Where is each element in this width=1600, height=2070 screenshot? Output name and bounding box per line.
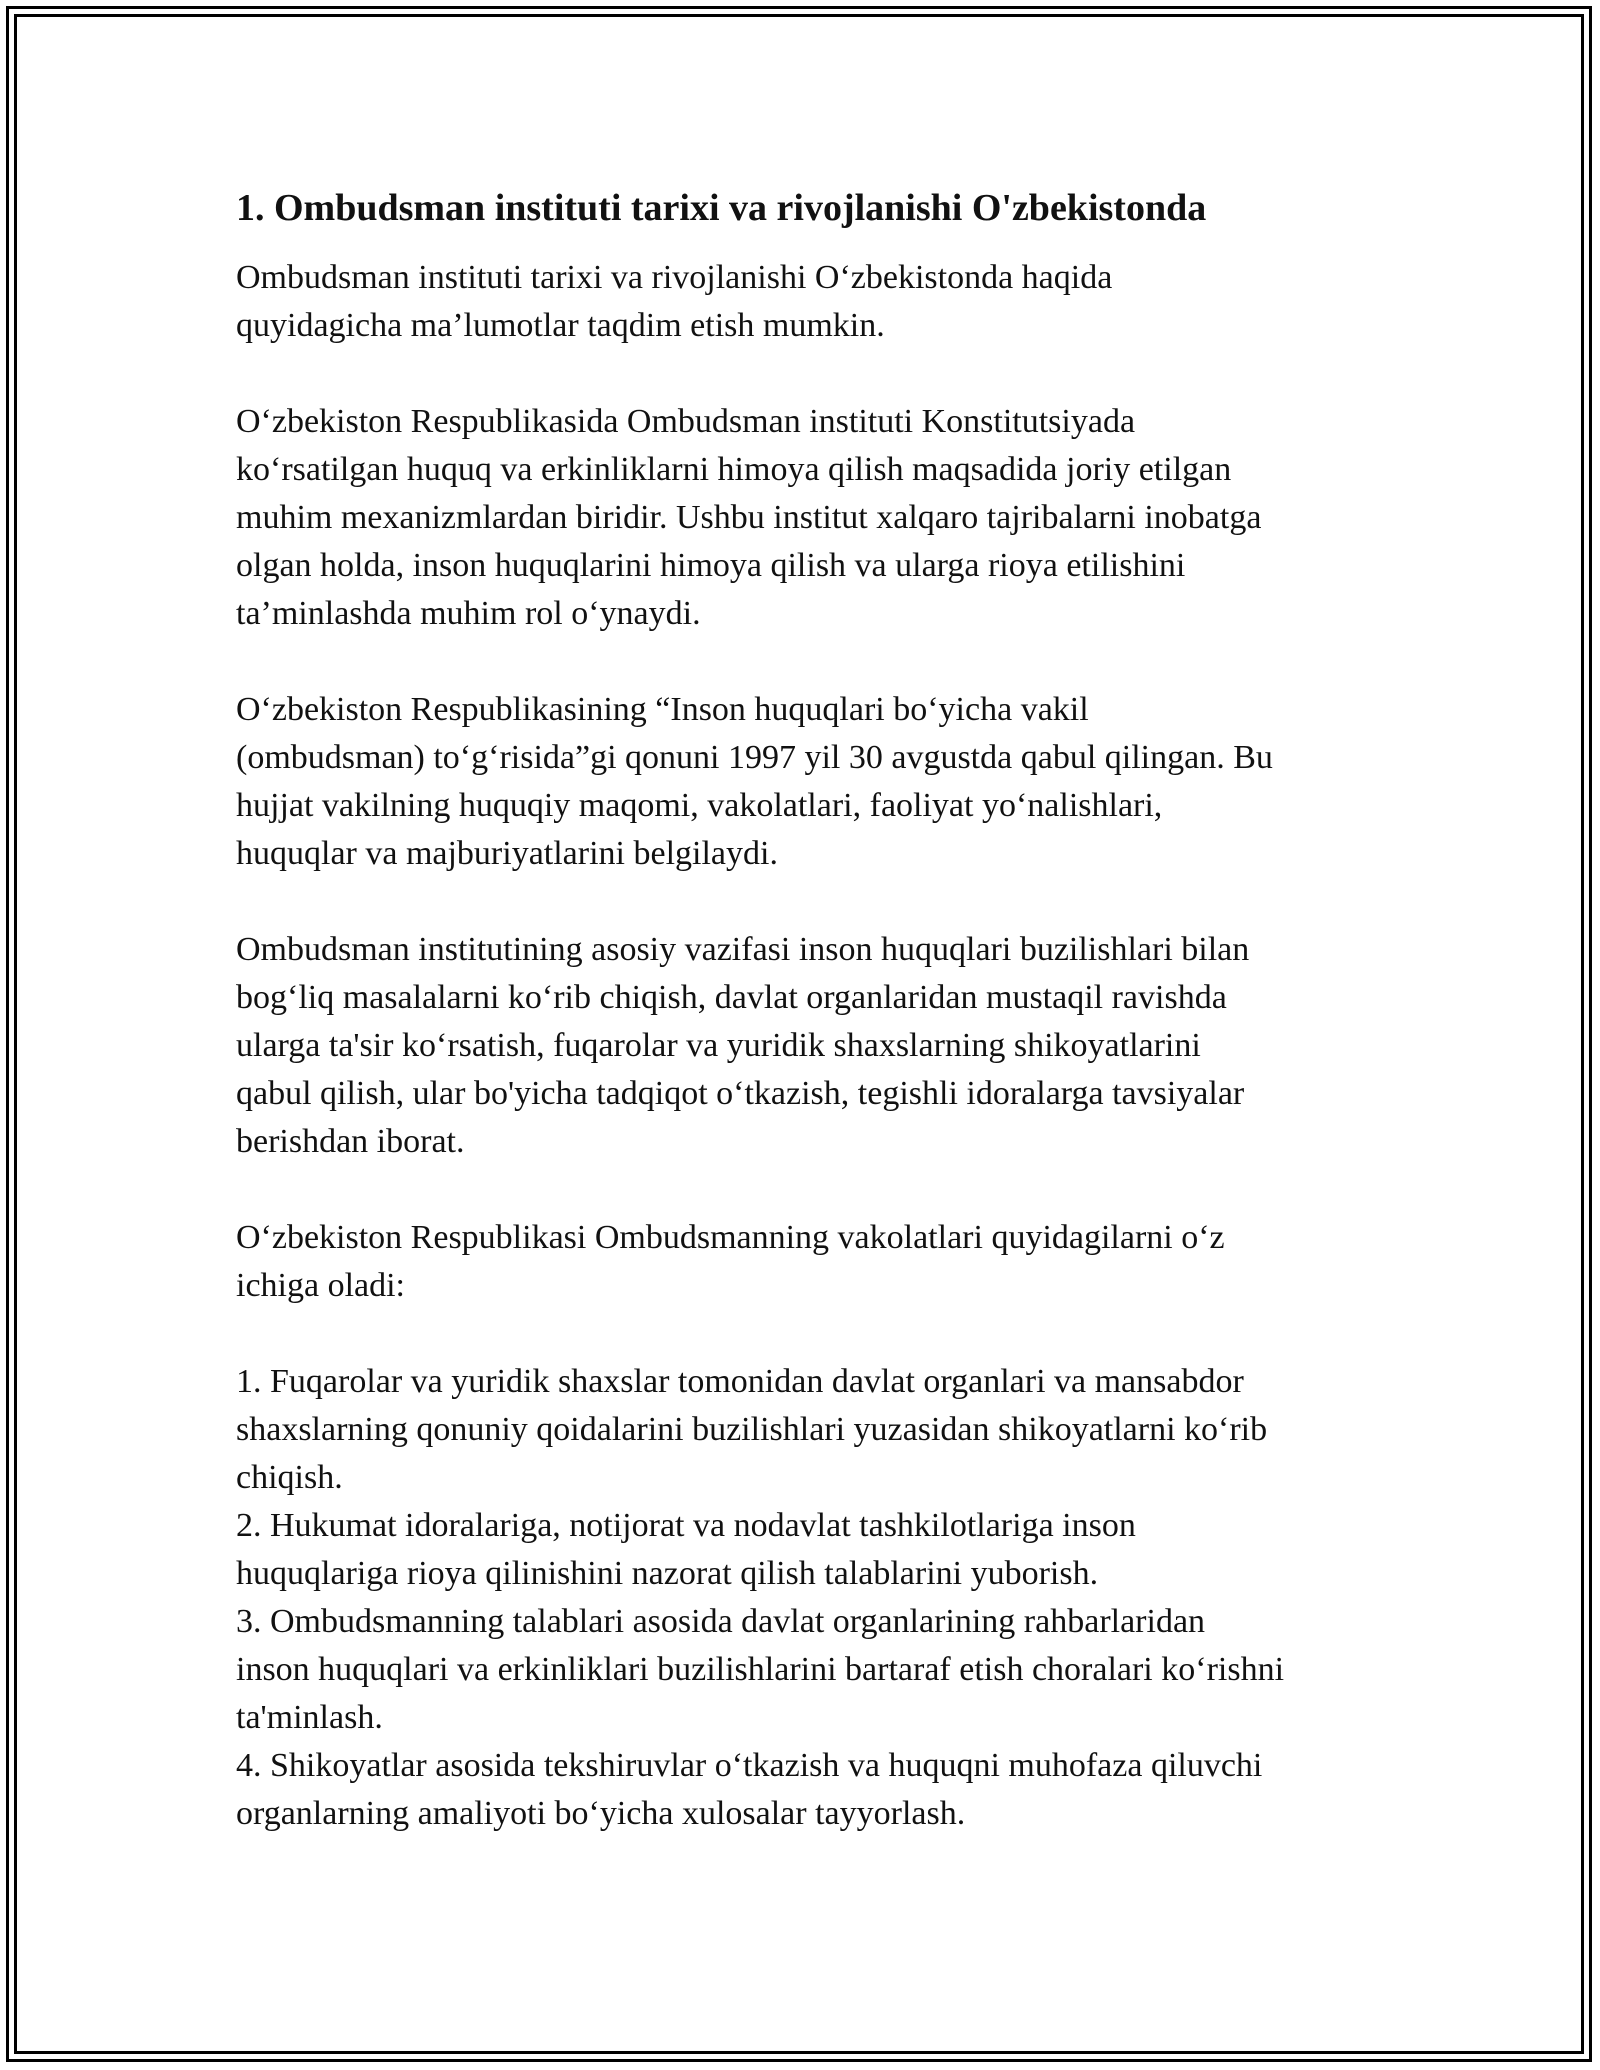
text-line: ularga ta'sir ko‘rsatish, fuqarolar va yuridik shaxslarning shikoyatlarini [236, 1027, 1201, 1064]
paragraph-main-task [236, 926, 1376, 1166]
paragraph-constitution [236, 398, 1376, 638]
text-line: (ombudsman) to‘g‘risida”gi qonuni 1997 yil 30 avgustda qabul qilingan. Bu [236, 739, 1273, 776]
text-line: ta'minlash. [236, 1699, 383, 1736]
text-line: 1. Fuqarolar va yuridik shaxslar tomonidan davlat organlari va mansabdor [236, 1363, 1244, 1400]
text-line: olgan holda, inson huquqlarini himoya qilish va ularga rioya etilishini [236, 547, 1186, 584]
text-line: huquqlariga rioya qilinishini nazorat qilish talablarini yuborish. [236, 1555, 1099, 1592]
text-line: huquqlar va majburiyatlarini belgilaydi. [236, 835, 778, 872]
list-item [236, 1358, 1376, 1502]
text-line: 4. Shikoyatlar asosida tekshiruvlar o‘tkazish va huquqni muhofaza qiluvchi [236, 1747, 1263, 1784]
text-line: O‘zbekiston Respublikasining “Inson huquqlari bo‘yicha vakil [236, 691, 1089, 728]
text-line: berishdan iborat. [236, 1123, 465, 1160]
text-line: muhim mexanizmlardan biridir. Ushbu institut xalqaro tajribalarni inobatga [236, 499, 1262, 536]
text-line: Ombudsman institutining asosiy vazifasi inson huquqlari buzilishlari bilan [236, 931, 1250, 968]
paragraph-law [236, 686, 1376, 878]
text-line: hujjat vakilning huquqiy maqomi, vakolatlari, faoliyat yo‘nalishlari, [236, 787, 1163, 824]
text-line: O‘zbekiston Respublikasi Ombudsmanning vakolatlari quyidagilarni o‘z [236, 1219, 1225, 1256]
document-title: 1. Ombudsman instituti tarixi va rivojlanishi O'zbekistonda [236, 187, 1207, 229]
text-line: O‘zbekiston Respublikasida Ombudsman instituti Konstitutsiyada [236, 403, 1136, 440]
list-item [236, 1598, 1376, 1742]
document-body [236, 184, 1376, 1838]
text-line: organlarning amaliyoti bo‘yicha xulosalar tayyorlash. [236, 1795, 966, 1832]
text-line: chiqish. [236, 1459, 343, 1496]
text-line: ichiga oladi: [236, 1267, 406, 1304]
powers-list [236, 1358, 1376, 1838]
text-line: quyidagicha ma’lumotlar taqdim etish mumkin. [236, 307, 885, 344]
text-line: Ombudsman instituti tarixi va rivojlanishi O‘zbekistonda haqida [236, 259, 1113, 296]
text-line: qabul qilish, ular bo'yicha tadqiqot o‘tkazish, tegishli idoralarga tavsiyalar [236, 1075, 1245, 1112]
text-line: 2. Hukumat idoralariga, notijorat va nodavlat tashkilotlariga inson [236, 1507, 1136, 1544]
text-line: ko‘rsatilgan huquq va erkinliklarni himoya qilish maqsadida joriy etilgan [236, 451, 1232, 488]
text-line: 3. Ombudsmanning talablari asosida davlat organlarining rahbarlaridan [236, 1603, 1206, 1640]
text-line: ta’minlashda muhim rol o‘ynaydi. [236, 595, 701, 632]
text-line: bog‘liq masalalarni ko‘rib chiqish, davlat organlaridan mustaqil ravishda [236, 979, 1227, 1016]
paragraph-intro [236, 254, 1376, 350]
paragraph-powers-intro [236, 1214, 1376, 1310]
text-line: inson huquqlari va erkinliklari buzilishlarini bartaraf etish choralari ko‘rishni [236, 1651, 1285, 1688]
list-item [236, 1502, 1376, 1598]
text-line: shaxslarning qonuniy qoidalarini buzilishlari yuzasidan shikoyatlarni ko‘rib [236, 1411, 1268, 1448]
list-item [236, 1742, 1376, 1838]
